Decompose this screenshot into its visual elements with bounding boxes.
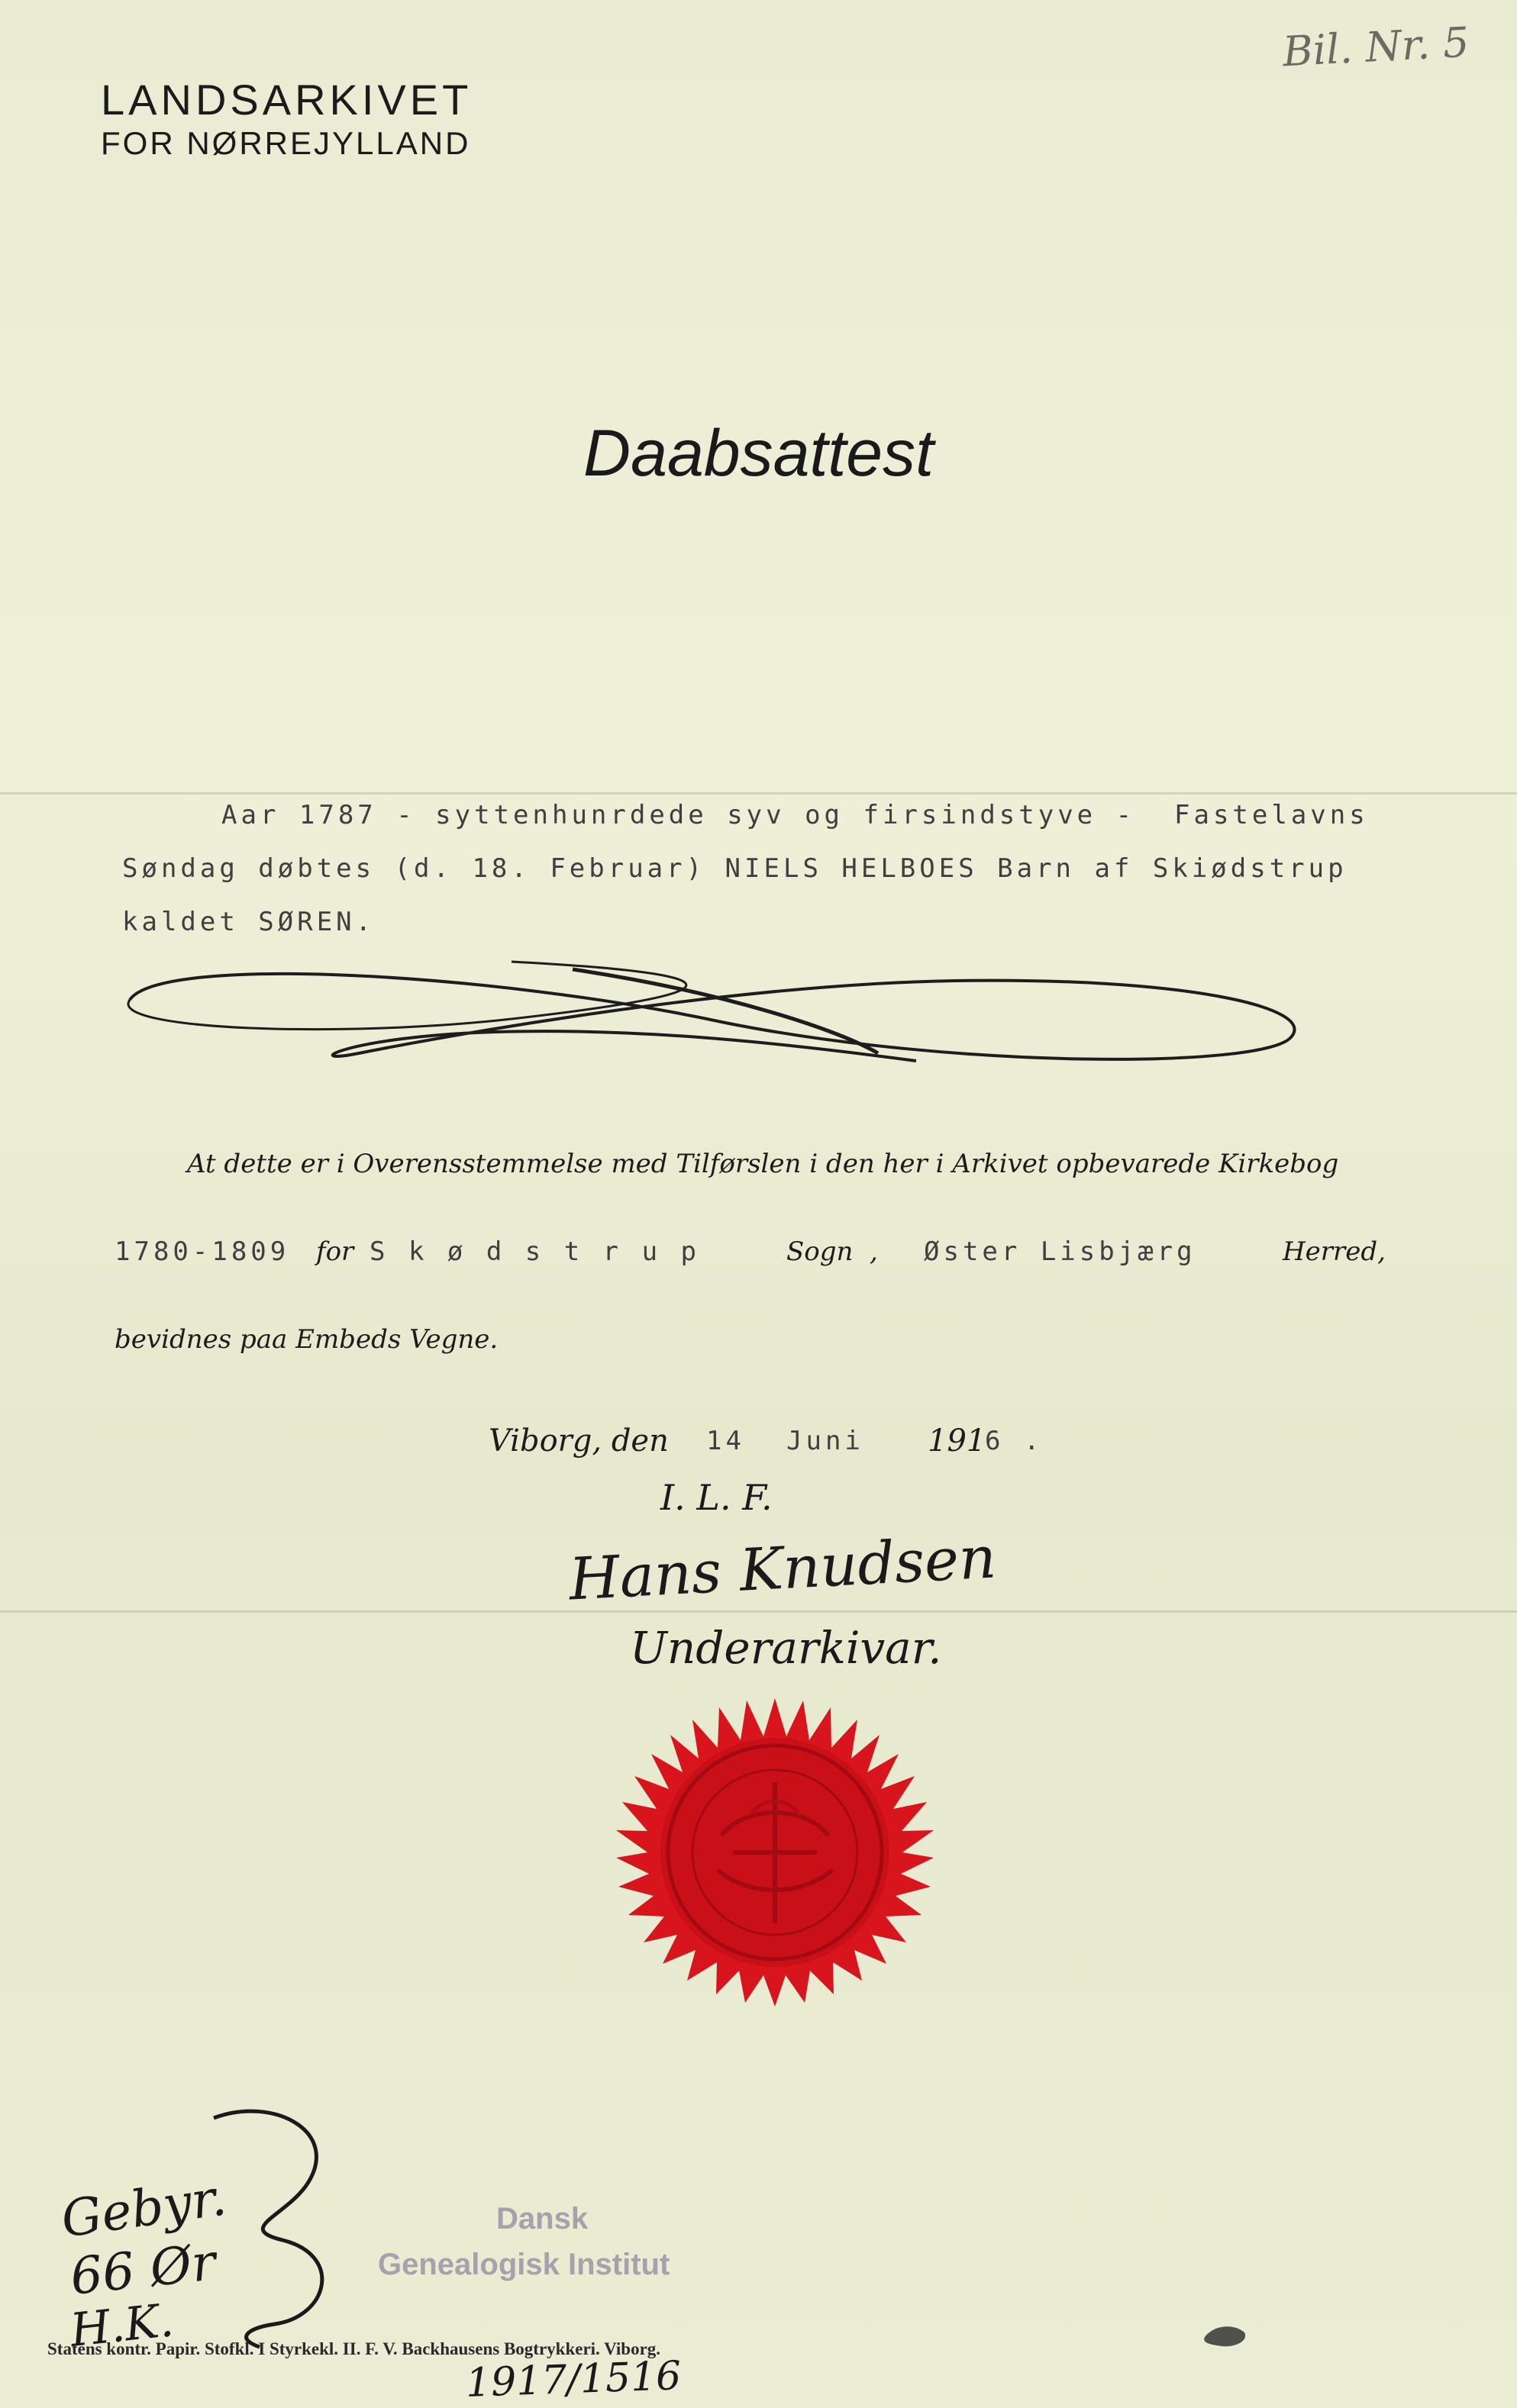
accession-number: 1917/1516 [465, 2353, 683, 2406]
signature-title: Underarkivar. [630, 1622, 942, 1674]
archive-name: LANDSARKIVET [101, 76, 473, 124]
archive-subtitle: FOR NØRREJYLLAND [101, 125, 471, 161]
fold-line [0, 792, 1517, 795]
fee-initials: H.K. [67, 2294, 176, 2358]
dateline-month: Juni [786, 1426, 864, 1456]
reference-note: Bil. Nr. 5 [1281, 18, 1470, 76]
dateline-year-suffix: 6 . [985, 1426, 1044, 1456]
entry-line-2: Søndag døbtes (d. 18. Februar) NIELS HELBOES Barn af Skiødstrup [122, 853, 1348, 884]
certification-line-3: bevidnes paa Embeds Vegne. [115, 1324, 499, 1355]
stamp-line-2: Genealogisk Institut [378, 2248, 670, 2281]
ink-blot [1199, 2320, 1252, 2351]
signature-name: Hans Knudsen [567, 1523, 998, 1613]
sogn-label: Sogn , [786, 1236, 878, 1267]
printer-imprint: Statens kontr. Papir. Stofkl. I Styrkekl. II. F. V. Backhausens Bogtrykkeri. Viborg. [47, 2339, 661, 2358]
dateline-year-prefix: 191 [928, 1423, 986, 1459]
stamp-line-1: Dansk [496, 2202, 589, 2236]
fold-line [0, 1610, 1517, 1613]
district-name: Øster Lisbjærg [924, 1236, 1196, 1267]
fee-amount: 66 Ør [67, 2232, 219, 2306]
dateline-place: Viborg, den [489, 1423, 669, 1459]
flourish-ornament [115, 946, 1336, 1084]
fee-brace-mark [191, 2095, 366, 2355]
document-title: Daabsattest [583, 417, 934, 490]
herred-label: Herred, [1283, 1236, 1386, 1267]
entry-line-1: Aar 1787 - syttenhunrdede syv og firsindstyve - Fastelavns [221, 800, 1369, 830]
certification-line-1: At dette er i Overensstemmelse med Tilførslen i den her i Arkivet opbevarede Kirkebog [187, 1149, 1339, 1179]
for-label: for [316, 1236, 354, 1267]
entry-line-3: kaldet SØREN. [122, 907, 376, 937]
red-wax-seal [603, 1691, 947, 2026]
parish-name: S k ø d s t r u p [370, 1236, 700, 1267]
signature-initials: I. L. F. [660, 1477, 773, 1518]
fee-label: Gebyr. [57, 2168, 230, 2249]
dateline-day: 14 [706, 1426, 745, 1456]
church-book-years: 1780-1809 [115, 1236, 290, 1267]
